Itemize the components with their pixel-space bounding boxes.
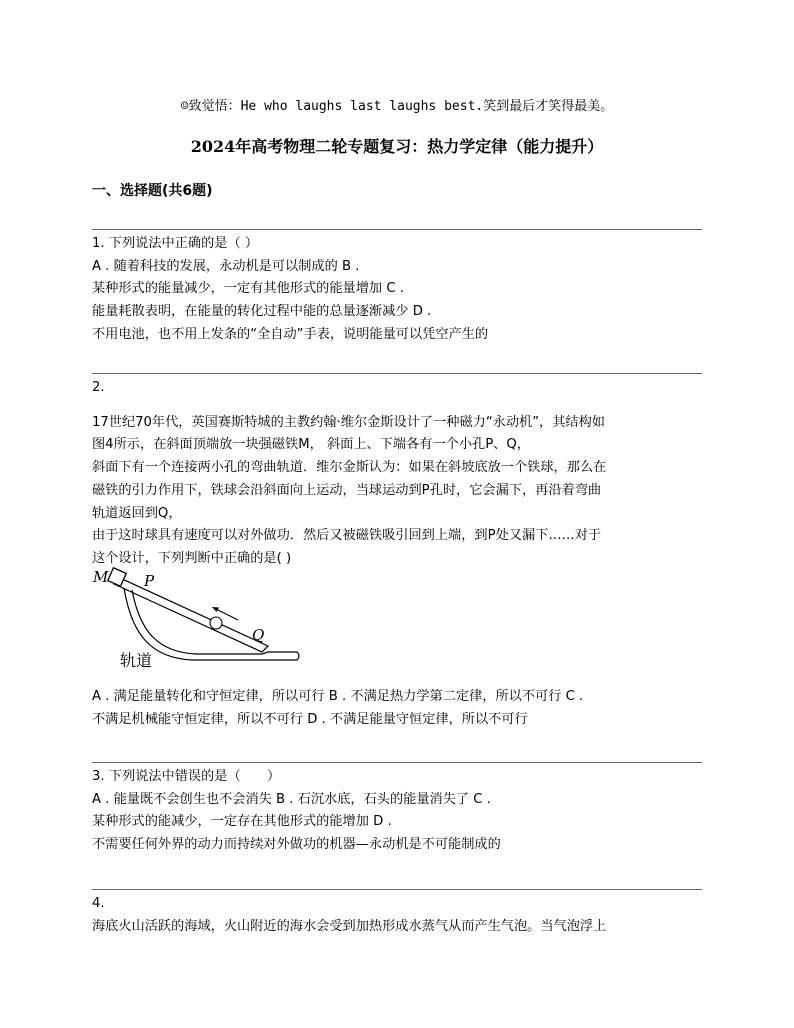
question-3-line: 不需要任何外界的动力而持续对外做功的机器—永动机是不可能制成的 xyxy=(92,837,501,853)
question-2-line: 轨道返回到Q， xyxy=(92,505,182,521)
label-p: P xyxy=(144,572,155,590)
page-title: 2024年高考物理二轮专题复习：热力学定律（能力提升） xyxy=(190,137,604,156)
label-q: Q xyxy=(252,626,265,644)
divider xyxy=(92,889,702,890)
question-4-line: 海底火山活跃的海域，火山附近的海水会受到加热形成水蒸气从而产生气泡。当气泡浮上 xyxy=(92,918,607,934)
question-1-line: A . 随着科技的发展，永动机是可以制成的 B . xyxy=(92,258,360,274)
question-1-line: 不用电池，也不用上发条的“全自动”手表，说明能量可以凭空产生的 xyxy=(92,326,489,342)
question-4 xyxy=(92,893,704,938)
question-2-line: 由于这时球具有速度可以对外做功．然后又被磁铁吸引回到上端，到P处又漏下……对于 xyxy=(92,528,602,544)
question-3-line: A . 能量既不会创生也不会消失 B . 石沉水底，石头的能量消失了 C . xyxy=(92,791,491,807)
question-2-line: 磁铁的引力作用下，铁球会沿斜面向上运动，当球运动到P孔时，它会漏下，再沿着弯曲 xyxy=(92,482,602,498)
question-2-options xyxy=(92,686,704,731)
iron-ball xyxy=(210,617,222,629)
question-3 xyxy=(92,766,704,857)
label-track: 轨道 xyxy=(120,651,153,670)
label-m: M xyxy=(93,568,109,586)
incline-board xyxy=(114,578,268,652)
question-3-line: 3. 下列说法中错误的是（ ） xyxy=(92,769,281,784)
question-2-line: 斜面下有一个连接两小孔的弯曲轨道．维尔金斯认为：如果在斜坡底放一个铁球，那么在 xyxy=(92,460,607,476)
divider xyxy=(92,373,702,374)
question-2-option-line: A . 满足能量转化和守恒定律，所以可行 B . 不满足热力学第二定律，所以不可行 C . xyxy=(92,689,584,704)
divider xyxy=(92,762,702,763)
question-2-option-line: 不满足机械能守恒定律，所以不可行 D . 不满足能量守恒定律，所以不可行 xyxy=(92,711,528,727)
section-heading: 一、选择题(共6题) xyxy=(92,183,213,199)
question-2 xyxy=(92,377,704,571)
question-2-line: 图4所示，在斜面顶端放一块强磁铁M， 斜面上、下端各有一个小孔P、Q， xyxy=(92,437,530,453)
question-1-line: 1. 下列说法中正确的是（ ） xyxy=(92,236,259,251)
question-1-line: 某种形式的能量减少，一定有其他形式的能量增加 C . xyxy=(92,281,404,297)
question-1 xyxy=(92,233,704,347)
divider xyxy=(92,229,702,230)
question-1-line: 能量耗散表明，在能量的转化过程中能的总量逐渐减少 D . xyxy=(92,304,432,320)
motto: ☺致觉悟：He who laughs last laughs best.笑到最后才笑得最美。 xyxy=(180,99,614,114)
question-3-line: 某种形式的能减少，一定存在其他形式的能增加 D . xyxy=(92,814,392,830)
question-2-line: 17世纪70年代，英国赛斯特城的主教约翰·维尔金斯设计了一种磁力“永动机”，其结构如 xyxy=(92,414,605,430)
perpetual-motion-figure xyxy=(92,566,312,676)
question-2-number: 2. xyxy=(92,380,105,395)
question-4-number: 4. xyxy=(92,896,105,911)
question-2-line: 这个设计，下列判断中正确的是( ) xyxy=(92,550,292,566)
